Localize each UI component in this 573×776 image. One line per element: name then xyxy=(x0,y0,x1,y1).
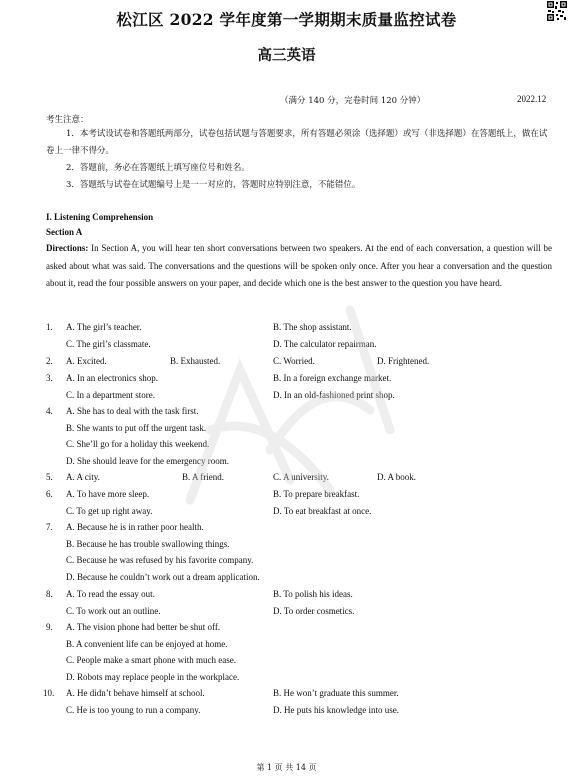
option-a: A. A city. xyxy=(66,472,100,482)
question-number: 7. xyxy=(46,522,53,532)
question-number: 3. xyxy=(46,373,53,383)
option-c: C. People make a smart phone with much ease. xyxy=(66,655,236,666)
question-number: 2. xyxy=(46,356,53,366)
question-number: 9. xyxy=(46,622,53,632)
option-c: C. To get up right away. xyxy=(66,505,153,516)
option-b: B. To prepare breakfast. xyxy=(273,489,360,499)
option-a: A. To have more sleep. xyxy=(66,489,150,499)
question-number: 1. xyxy=(46,322,53,332)
exam-title: 松江区 2022 学年度第一学期期末质量监控试卷 xyxy=(116,10,457,29)
option-b: B. A friend. xyxy=(182,472,224,482)
option-d: D. The calculator repairman. xyxy=(273,338,377,349)
option-b: B. Exhausted. xyxy=(170,356,221,366)
note-item: 1．本考试设试卷和答题纸两部分，试卷包括试题与答题要求，所有答题必须涂（选择题）或写（非选择题）在答题纸上，做在试卷上一律不得分。 xyxy=(46,129,548,156)
exam-date: 2022.12 xyxy=(517,94,547,104)
option-c: C. A university. xyxy=(273,472,329,482)
option-c: C. He is too young to run a company. xyxy=(66,704,201,715)
exam-subtitle: 高三英语 xyxy=(257,47,316,64)
directions xyxy=(46,240,552,293)
option-b: B. In a foreign exchange market. xyxy=(273,373,392,383)
option-b: B. Because he has trouble swallowing things. xyxy=(66,538,230,549)
page-footer: 第 1 页 共 14 页 xyxy=(256,763,317,772)
note-item: 3．答题纸与试卷在试题编号上是一一对应的，答题时应特别注意，不能错位。 xyxy=(66,180,361,190)
option-b: B. To polish his ideas. xyxy=(273,589,353,599)
option-c: C. She’ll go for a holiday this weekend. xyxy=(66,439,210,450)
option-d: D. She should leave for the emergency room. xyxy=(66,455,230,466)
option-d: D. In an old-fashioned print shop. xyxy=(273,389,395,400)
option-c: C. In a department store. xyxy=(66,389,155,400)
option-d: D. Robots may replace people in the workplace. xyxy=(66,671,240,682)
option-a: A. To read the essay out. xyxy=(66,589,155,599)
option-c: C. Because he was refused by his favorite company. xyxy=(66,555,254,566)
option-b: B. He won’t graduate this summer. xyxy=(273,688,399,698)
directions-text: In Section A, you will hear ten short conversations between two speakers. At the end of each conversation, a question will be asked about what was said. The conversations and the questions will be spoken only once. After you hear a conversation and the question about it, read the four possible answers on your paper, and decide which one is the best answer to the question you have heard. xyxy=(46,243,552,288)
option-a: A. He didn’t behave himself at school. xyxy=(66,688,205,698)
option-d: D. A book. xyxy=(377,472,417,482)
section-heading: Section A xyxy=(46,227,83,237)
option-c: C. The girl’s classmate. xyxy=(66,338,151,349)
option-b: B. She wants to put off the urgent task. xyxy=(66,422,207,433)
note-item: 2．答题前，务必在答题纸上填写座位号和姓名。 xyxy=(66,163,250,173)
option-b: B. A convenient life can be enjoyed at home. xyxy=(66,638,228,649)
option-a: A. In an electronics shop. xyxy=(66,373,158,383)
option-c: C. To work out an outline. xyxy=(66,605,161,616)
option-a: A. Excited. xyxy=(66,356,107,366)
option-c: C. Worried. xyxy=(273,356,315,366)
question-number: 8. xyxy=(46,589,53,599)
option-a: A. The girl’s teacher. xyxy=(66,322,142,332)
option-d: D. Because he couldn’t work out a dream application. xyxy=(66,571,260,582)
question-number: 4. xyxy=(46,406,53,416)
directions-label: Directions: xyxy=(46,243,89,253)
question-number: 10. xyxy=(43,688,55,698)
question-number: 6. xyxy=(46,489,53,499)
option-a: A. Because he is in rather poor health. xyxy=(66,522,204,532)
question-number: 5. xyxy=(46,472,53,482)
option-a: A. She has to deal with the task first. xyxy=(66,406,199,416)
option-a: A. The vision phone had better be shut off. xyxy=(66,622,221,632)
option-d: D. To eat breakfast at once. xyxy=(273,505,372,516)
option-d: D. Frightened. xyxy=(377,356,430,366)
option-d: D. To order cosmetics. xyxy=(273,605,355,616)
option-d: D. He puts his knowledge into use. xyxy=(273,704,399,715)
score-time: （满分 140 分，完卷时间 120 分钟） xyxy=(280,96,426,106)
notes-heading: 考生注意： xyxy=(46,115,89,125)
part-heading: I. Listening Comprehension xyxy=(46,212,154,222)
option-b: B. The shop assistant. xyxy=(273,322,352,332)
